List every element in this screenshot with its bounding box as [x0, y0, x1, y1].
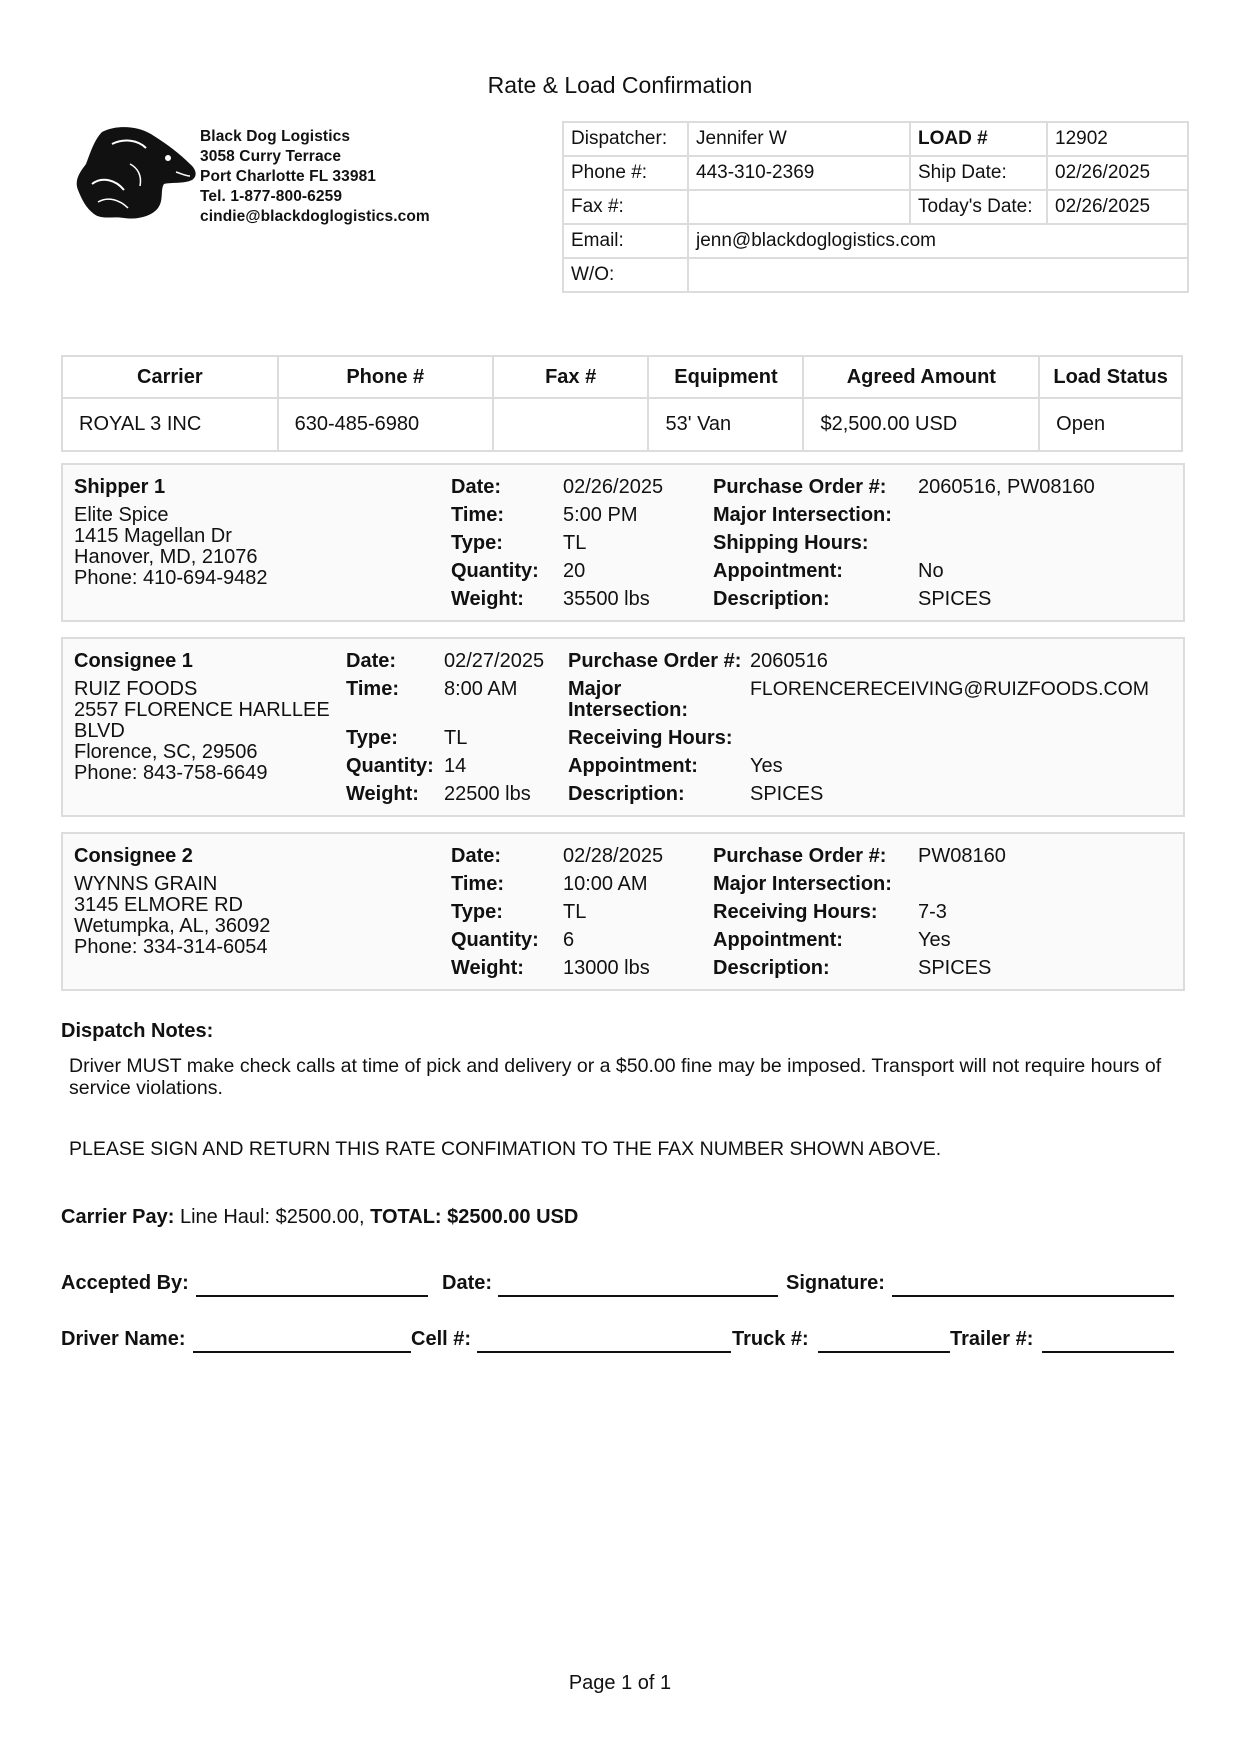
shipper-1-po-label: Purchase Order #:	[713, 476, 887, 498]
consignee-2-po-label: Purchase Order #:	[713, 845, 887, 867]
consignee-1-phone: Phone: 843-758-6649	[74, 762, 268, 784]
shipper-1-phone: Phone: 410-694-9482	[74, 567, 268, 589]
dispatch-notes-text: Driver MUST make check calls at time of pick and delivery or a $50.00 fine may be imposed. Transport will not require hours of service violations.	[69, 1055, 1162, 1099]
carrier-fax	[493, 398, 649, 451]
consignee-1-weight-label: Weight:	[346, 783, 419, 805]
truck-label: Truck #:	[732, 1328, 809, 1350]
accepted-by-label: Accepted By:	[61, 1272, 189, 1294]
shipper-1-description: SPICES	[918, 588, 992, 610]
page-number: Page 1 of 1	[568, 1672, 672, 1694]
consignee-1-intersection-label-line2: Intersection:	[568, 699, 689, 721]
shipper-1-type: TL	[563, 532, 587, 554]
consignee-2-description: SPICES	[918, 957, 992, 979]
consignee-2-hours: 7-3	[918, 901, 947, 923]
consignee-1-quantity-label: Quantity:	[346, 755, 434, 777]
consignee-1-description: SPICES	[750, 783, 824, 805]
consignee-2-heading: Consignee 2	[74, 845, 193, 867]
cell-label: Cell #:	[411, 1328, 472, 1350]
page-title: Rate & Load Confirmation	[487, 72, 753, 98]
load-status-value: Open	[1039, 398, 1182, 451]
consignee-2-intersection-label: Major Intersection:	[713, 873, 892, 895]
shipper-1-quantity: 20	[563, 560, 586, 582]
consignee-1-heading: Consignee 1	[74, 650, 193, 672]
carrier-pay	[61, 1206, 578, 1229]
consignee-1-date-label: Date:	[346, 650, 397, 672]
shipper-1-po: 2060516, PW08160	[918, 476, 1095, 498]
company-address2: Port Charlotte FL 33981	[200, 168, 377, 185]
phone-value: 443-310-2369	[688, 156, 910, 190]
dispatch-table	[562, 121, 1189, 293]
company-tel: Tel. 1-877-800-6259	[200, 188, 343, 205]
consignee-1-address1: 2557 FLORENCE HARLLEE	[74, 699, 330, 721]
consignee-2-phone: Phone: 334-314-6054	[74, 936, 268, 958]
shipper-1-type-label: Type:	[451, 532, 503, 554]
consignee-2-po: PW08160	[918, 845, 1006, 867]
sign-date-line[interactable]	[498, 1295, 778, 1297]
fax-label: Fax #:	[563, 190, 688, 224]
line-haul-text: Line Haul: $2500.00,	[174, 1206, 371, 1228]
pay-total: TOTAL: $2500.00 USD	[370, 1206, 579, 1228]
carrier-name: ROYAL 3 INC	[62, 398, 278, 451]
carrier-header: Carrier	[62, 356, 278, 398]
consignee-1-po: 2060516	[750, 650, 828, 672]
shipper-1-heading: Shipper 1	[74, 476, 166, 498]
ship-date-value: 02/26/2025	[1047, 156, 1188, 190]
consignee-2-appointment-label: Appointment:	[713, 929, 843, 951]
consignee-1-type-label: Type:	[346, 727, 398, 749]
sign-date-label: Date:	[442, 1272, 493, 1294]
equipment-value: 53' Van	[648, 398, 803, 451]
agreed-amount-header: Agreed Amount	[803, 356, 1039, 398]
consignee-1-address1b: BLVD	[74, 720, 125, 742]
shipper-1-hours-label: Shipping Hours:	[713, 532, 869, 554]
signature-label: Signature:	[786, 1272, 885, 1294]
consignee-2-time: 10:00 AM	[563, 873, 648, 895]
email-value: jenn@blackdoglogistics.com	[688, 224, 1188, 258]
consignee-1-time-label: Time:	[346, 678, 399, 700]
trailer-label: Trailer #:	[950, 1328, 1034, 1350]
driver-name-line[interactable]	[193, 1351, 411, 1353]
equipment-header: Equipment	[648, 356, 803, 398]
consignee-2-time-label: Time:	[451, 873, 504, 895]
shipper-1-weight: 35500 lbs	[563, 588, 650, 610]
shipper-1-time-label: Time:	[451, 504, 504, 526]
shipper-1-quantity-label: Quantity:	[451, 560, 539, 582]
consignee-2-type-label: Type:	[451, 901, 503, 923]
phone-label: Phone #:	[563, 156, 688, 190]
consignee-1-name: RUIZ FOODS	[74, 678, 198, 700]
consignee-2-address2: Wetumpka, AL, 36092	[74, 915, 271, 937]
shipper-1-description-label: Description:	[713, 588, 830, 610]
shipper-1-date: 02/26/2025	[563, 476, 664, 498]
cell-line[interactable]	[477, 1351, 731, 1353]
consignee-1-description-label: Description:	[568, 783, 685, 805]
dog-logo-icon	[72, 124, 202, 224]
wo-value	[688, 258, 1188, 292]
today-date-value: 02/26/2025	[1047, 190, 1188, 224]
shipper-1-intersection-label: Major Intersection:	[713, 504, 892, 526]
consignee-1-address2: Florence, SC, 29506	[74, 741, 258, 763]
consignee-2-name: WYNNS GRAIN	[74, 873, 218, 895]
consignee-1-block	[61, 637, 1185, 817]
today-date-label: Today's Date:	[910, 190, 1047, 224]
fax-value	[688, 190, 910, 224]
sign-return-request: PLEASE SIGN AND RETURN THIS RATE CONFIMATION TO THE FAX NUMBER SHOWN ABOVE.	[69, 1138, 942, 1160]
shipper-1-date-label: Date:	[451, 476, 502, 498]
shipper-1-address1: 1415 Magellan Dr	[74, 525, 232, 547]
consignee-2-description-label: Description:	[713, 957, 830, 979]
consignee-2-address1: 3145 ELMORE RD	[74, 894, 243, 916]
consignee-2-date-label: Date:	[451, 845, 502, 867]
consignee-2-weight-label: Weight:	[451, 957, 524, 979]
carrier-fax-header: Fax #	[493, 356, 649, 398]
consignee-1-date: 02/27/2025	[444, 650, 545, 672]
shipper-1-appointment-label: Appointment:	[713, 560, 843, 582]
accepted-by-line[interactable]	[196, 1295, 428, 1297]
consignee-1-quantity: 14	[444, 755, 467, 777]
consignee-1-po-label: Purchase Order #:	[568, 650, 742, 672]
shipper-1-address2: Hanover, MD, 21076	[74, 546, 258, 568]
dispatcher-label: Dispatcher:	[563, 122, 688, 156]
consignee-2-date: 02/28/2025	[563, 845, 664, 867]
shipper-1-block	[61, 463, 1185, 622]
consignee-1-intersection: FLORENCERECEIVING@RUIZFOODS.COM	[750, 678, 1149, 700]
dispatcher-value: Jennifer W	[688, 122, 910, 156]
shipper-1-name: Elite Spice	[74, 504, 169, 526]
carrier-pay-label: Carrier Pay:	[61, 1206, 175, 1228]
carrier-table	[61, 355, 1183, 452]
shipper-1-time: 5:00 PM	[563, 504, 638, 526]
consignee-2-hours-label: Receiving Hours:	[713, 901, 878, 923]
consignee-2-quantity: 6	[563, 929, 575, 951]
truck-line[interactable]	[818, 1351, 950, 1353]
consignee-1-type: TL	[444, 727, 468, 749]
load-status-header: Load Status	[1039, 356, 1182, 398]
dispatch-notes-label: Dispatch Notes:	[61, 1020, 214, 1042]
wo-label: W/O:	[563, 258, 688, 292]
consignee-2-quantity-label: Quantity:	[451, 929, 539, 951]
agreed-amount-value: $2,500.00 USD	[803, 398, 1039, 451]
shipper-1-weight-label: Weight:	[451, 588, 524, 610]
carrier-phone: 630-485-6980	[278, 398, 493, 451]
email-label: Email:	[563, 224, 688, 258]
company-block	[200, 127, 430, 227]
consignee-2-block	[61, 832, 1185, 991]
consignee-1-intersection-label-line1: Major	[568, 678, 622, 700]
consignee-1-appointment: Yes	[750, 755, 783, 777]
consignee-1-appointment-label: Appointment:	[568, 755, 698, 777]
consignee-1-time: 8:00 AM	[444, 678, 518, 700]
consignee-1-hours-label: Receiving Hours:	[568, 727, 733, 749]
company-address1: 3058 Curry Terrace	[200, 148, 342, 165]
consignee-2-type: TL	[563, 901, 587, 923]
load-label: LOAD #	[910, 122, 1047, 156]
driver-name-label: Driver Name:	[61, 1328, 186, 1350]
company-name: Black Dog Logistics	[200, 128, 351, 145]
ship-date-label: Ship Date:	[910, 156, 1047, 190]
consignee-2-weight: 13000 lbs	[563, 957, 650, 979]
load-value: 12902	[1047, 122, 1188, 156]
company-email: cindie@blackdoglogistics.com	[200, 208, 430, 225]
consignee-2-appointment: Yes	[918, 929, 951, 951]
trailer-line[interactable]	[1042, 1351, 1174, 1353]
carrier-phone-header: Phone #	[278, 356, 493, 398]
consignee-1-weight: 22500 lbs	[444, 783, 531, 805]
shipper-1-appointment: No	[918, 560, 944, 582]
signature-line[interactable]	[892, 1295, 1174, 1297]
